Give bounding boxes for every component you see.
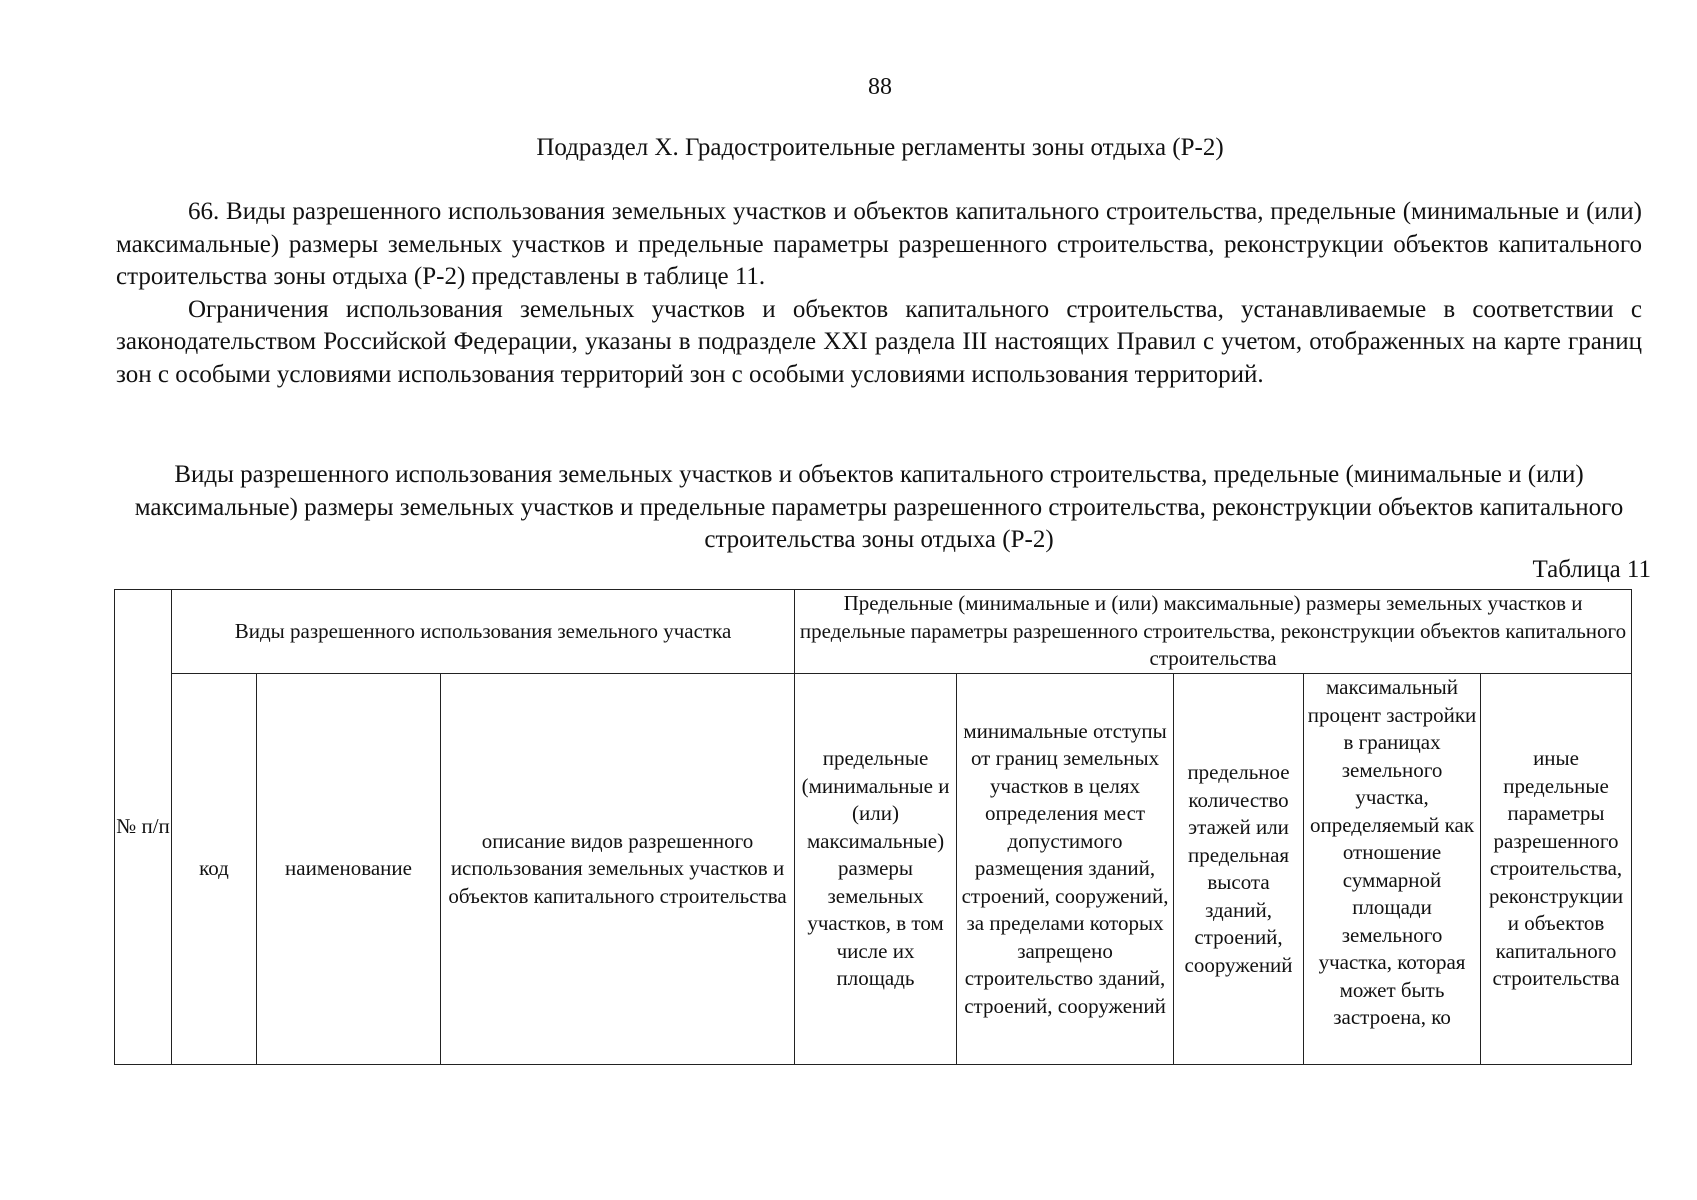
table-caption: Виды разрешенного использования земельных участков и объектов капитального строительства, предельные (минимальные и (или) максимальные) размеры земельных участков и предельные параметры разрешенного строительства, реконструкции объектов капитального строительства зоны отдыха (Р-2) (134, 461, 1624, 553)
table-header-code: код (172, 674, 257, 1065)
subsection-title: Подраздел X. Градостроительные регламенты зоны отдыха (Р-2) (536, 134, 1224, 161)
table-header-plot-size: предельные (минимальные и (или) максимальные) размеры земельных участков, в том числе их площадь (795, 674, 957, 1065)
table-label: Таблица 11 (1532, 556, 1651, 583)
page-number: 88 (868, 74, 892, 100)
table-header-group-uses: Виды разрешенного использования земельного участка (172, 590, 795, 674)
body-text (116, 196, 1642, 391)
table-header-other: иные предельные параметры разрешенного строительства, реконструкции и объектов капитального строительства (1481, 674, 1632, 1065)
table-header-group-limits: Предельные (минимальные и (или) максимальные) размеры земельных участков и предельные параметры разрешенного строительства, реконструкции объектов капитального строительства (795, 590, 1632, 674)
table-header-setbacks: минимальные отступы от границ земельных участков в целях определения мест допустимого размещения зданий, строений, сооружений, за пределами которых запрещено строительство зданий, строений, сооружений (957, 674, 1174, 1065)
table-header-number: № п/п (115, 590, 172, 1065)
table-header-floors: предельное количество этажей или предельная высота зданий, строений, сооружений (1174, 674, 1304, 1065)
regulations-table (114, 589, 1632, 1065)
table-header-coverage: максимальный процент застройки в границах земельного участка, определяемый как отношение суммарной площади земельного участка, которая может быть застроена, ко (1304, 674, 1481, 1065)
table-header-name: наименование (257, 674, 441, 1065)
table-header-description: описание видов разрешенного использования земельных участков и объектов капитального строительства (441, 674, 795, 1065)
paragraph: Ограничения использования земельных участков и объектов капитального строительства, устанавливаемые в соответствии с законодательством Российской Федерации, указаны в подразделе XXI раздела III настоящих Правил с учетом, отображенных на карте границ зон с особыми условиями использования территорий зон с особыми условиями использования территорий. (116, 295, 1642, 388)
paragraph: 66. Виды разрешенного использования земельных участков и объектов капитального строительства, предельные (минимальные и (или) максимальные) размеры земельных участков и предельные параметры разрешенного строительства, реконструкции объектов капитального строительства зоны отдыха (Р-2) представлены в таблице 11. (116, 198, 1642, 290)
